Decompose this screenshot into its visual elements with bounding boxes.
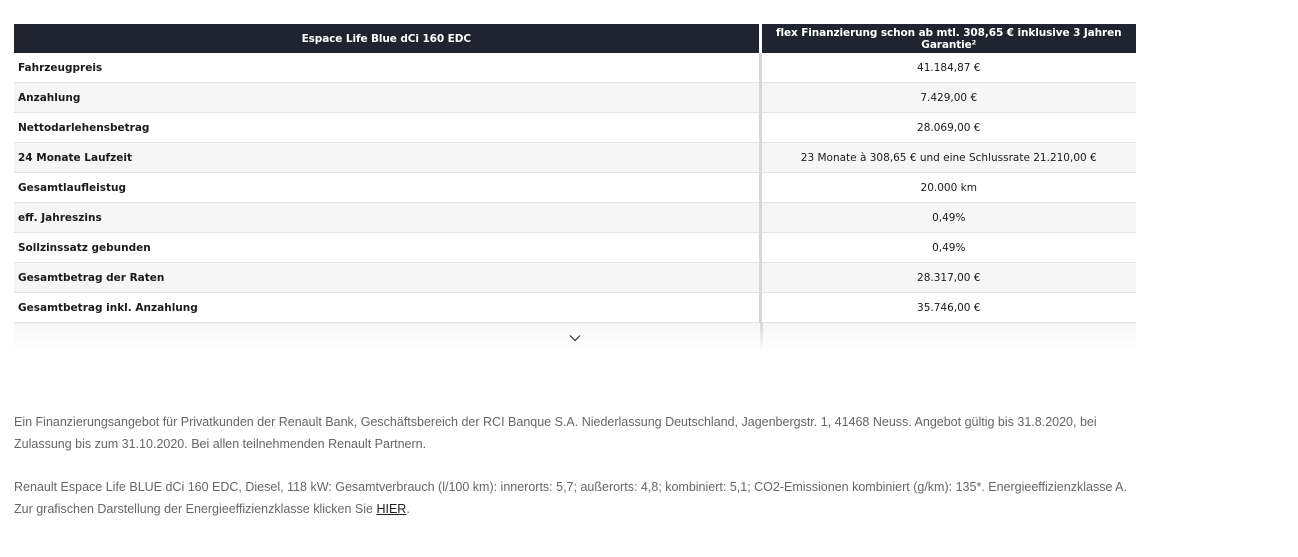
row-label: Gesamtbetrag der Raten <box>14 263 760 293</box>
table-row <box>14 143 1136 173</box>
table-row <box>14 113 1136 143</box>
table-row <box>14 53 1136 83</box>
row-label: Anzahlung <box>14 83 760 113</box>
row-label: Gesamtbetrag inkl. Anzahlung <box>14 293 760 323</box>
row-label: Nettodarlehensbetrag <box>14 113 760 143</box>
row-value: 28.317,00 € <box>760 263 1136 293</box>
legal-notes <box>14 412 1144 542</box>
financing-disclaimer: Ein Finanzierungsangebot für Privatkunden der Renault Bank, Geschäftsbereich der RCI Banque S.A. Niederlassung Deutschland, Jagenbergstr. 1, 41468 Neuss. Angebot gültig bis 31.8.2020, bei Zulassung bis zum 31.10.2020. Bei allen teilnehmenden Renault Partnern. <box>14 415 1097 451</box>
row-value: 41.184,87 € <box>760 53 1136 83</box>
consumption-end: . <box>406 501 410 516</box>
table-expand-row <box>14 323 1136 351</box>
row-value: 7.429,00 € <box>760 83 1136 113</box>
column-divider <box>760 323 763 351</box>
consumption-text: Renault Espace Life BLUE dCi 160 EDC, Diesel, 118 kW: Gesamtverbrauch (l/100 km): innerorts: 5,7; außerorts: 4,8; kombiniert: 5,1; CO2-Emissionen kombiniert (g/km): 135*. Energieeffizienzklasse A. Zur grafischen Darstellung der Energieeffizienzklasse klicken Sie <box>14 480 1127 516</box>
row-label: Fahrzeugpreis <box>14 53 760 83</box>
table-row <box>14 83 1136 113</box>
table-row <box>14 233 1136 263</box>
header-financing: flex Finanzierung schon ab mtl. 308,65 € inklusive 3 Jahren Garantie² <box>760 24 1136 53</box>
table-header-row <box>14 24 1136 53</box>
row-value: 0,49% <box>760 233 1136 263</box>
header-model: Espace Life Blue dCi 160 EDC <box>14 24 760 53</box>
table-row <box>14 203 1136 233</box>
table-row <box>14 293 1136 323</box>
row-label: eff. Jahreszins <box>14 203 760 233</box>
row-label: Gesamtlaufleistug <box>14 173 760 203</box>
row-value: 28.069,00 € <box>760 113 1136 143</box>
row-value: 35.746,00 € <box>760 293 1136 323</box>
row-value: 20.000 km <box>760 173 1136 203</box>
table-row <box>14 173 1136 203</box>
consumption-disclaimer <box>14 477 1144 520</box>
row-value: 0,49% <box>760 203 1136 233</box>
energy-class-link[interactable]: HIER <box>376 501 407 516</box>
row-label: Sollzinssatz gebunden <box>14 233 760 263</box>
table-row <box>14 263 1136 293</box>
financing-table <box>14 24 1136 323</box>
row-value: 23 Monate à 308,65 € und eine Schlussrate 21.210,00 € <box>760 143 1136 173</box>
chevron-down-icon[interactable] <box>569 329 581 341</box>
financing-table-container <box>14 24 1136 351</box>
row-label: 24 Monate Laufzeit <box>14 143 760 173</box>
